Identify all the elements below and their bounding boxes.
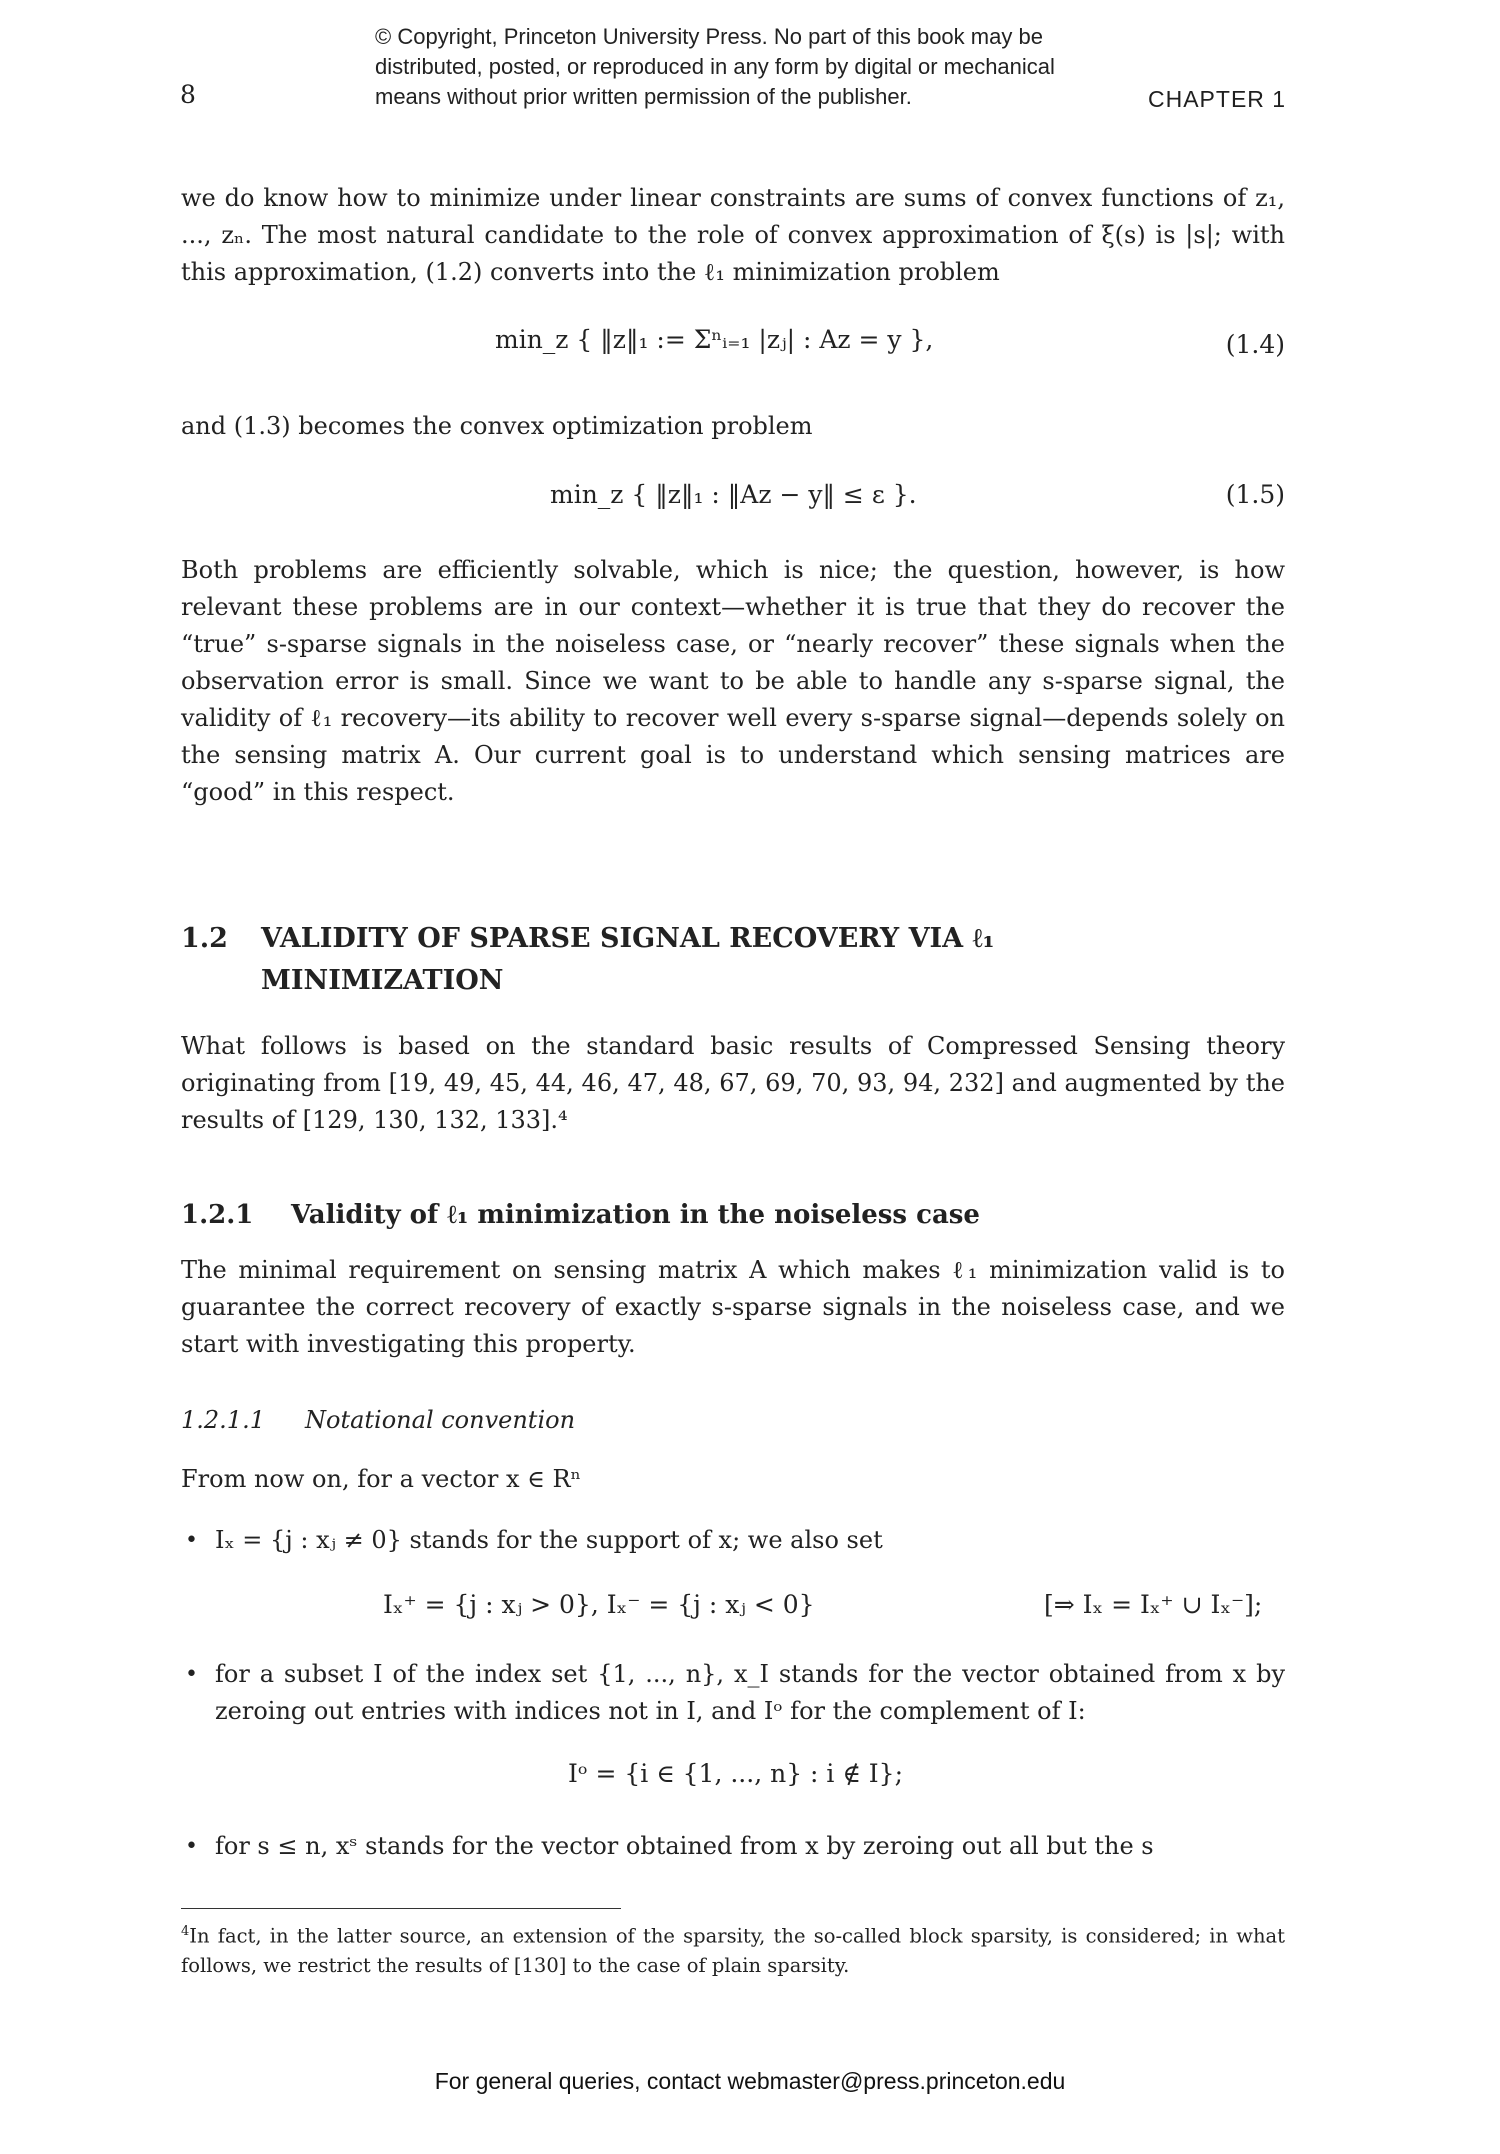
paragraph-compressed-sensing: What follows is based on the standard basic results of Compressed Sensing theory originating from [19, 49, 45, 44, 46, 47, 48, 67, 69, 70, 93, 94, 232] and augmented by the results of [129, 130, 132, 133].⁴ [181, 1032, 1285, 1134]
subsection-number: 1.2.1 [181, 1200, 254, 1230]
paragraph-efficient: Both problems are efficiently solvable, which is nice; the question, however, is how relevant these problems are in our context—whether it is true that they do recover the “true” s-sparse signals in the noiseless case, or “nearly recover” these signals when the observation error is small. Since we want to be able to handle any s-sparse signal, the validity of ℓ₁ recovery—its ability to recover well every s-sparse signal—depends solely on the sensing matrix A. Our current goal is to understand which sensing matrices are “good” in this respect. [181, 556, 1285, 806]
section-title-line1: VALIDITY OF SPARSE SIGNAL RECOVERY VIA ℓ₁ [261, 923, 995, 954]
equation-number-1-4: (1.4) [1225, 330, 1285, 359]
list-item [181, 1656, 1285, 1736]
subsubsection-heading [181, 1406, 1285, 1442]
footnote-text: In fact, in the latter source, an extension of the sparsity, the so-called block sparsity, is considered; in what follows, we restrict the results of [130] to the case of plain sparsity. [181, 1924, 1285, 1977]
copyright-notice [375, 22, 1175, 112]
section-number: 1.2 [181, 923, 228, 954]
equation-complement: Iᵒ = {i ∈ {1, ..., n} : i ∉ I}; [568, 1759, 904, 1788]
equation-support-union: [⇒ Iₓ = Iₓ⁺ ∪ Iₓ⁻]; [1044, 1590, 1263, 1619]
copyright-line: distributed, posted, or reproduced in any form by digital or mechanical [375, 54, 1055, 79]
paragraph-convex: we do know how to minimize under linear constraints are sums of convex functions of z₁, ..., zₙ. The most natural candidate to the role of convex approximation of ξ(s) is |s|; with this approximation, (1.2) converts into the ℓ₁ minimization problem [181, 184, 1285, 286]
footer-contact: For general queries, contact webmaster@press.princeton.edu [434, 2068, 1066, 2094]
footnote [181, 1917, 1285, 1980]
paragraph-minimal-requirement: The minimal requirement on sensing matrix A which makes ℓ₁ minimization valid is to guarantee the correct recovery of exactly s-sparse signals in the noiseless case, and we start with investigating this property. [181, 1256, 1285, 1358]
running-head-chapter: CHAPTER 1 [1148, 86, 1287, 112]
bullet-support: Iₓ = {j : xⱼ ≠ 0} stands for the support of x; we also set [215, 1526, 883, 1554]
paragraph-convex-problem: and (1.3) becomes the convex optimization problem [181, 412, 813, 440]
list-item [181, 1828, 1285, 1868]
section-title-line2: MINIMIZATION [261, 965, 504, 996]
footnote-marker: 4 [181, 1924, 190, 1939]
copyright-line: © Copyright, Princeton University Press. No part of this book may be [375, 24, 1043, 49]
bullet-s-sparse: for s ≤ n, xˢ stands for the vector obtained from x by zeroing out all but the s [215, 1832, 1154, 1860]
bullet-marker: • [185, 1528, 198, 1553]
subsubsection-number: 1.2.1.1 [181, 1406, 265, 1434]
subsubsection-title: Notational convention [305, 1406, 576, 1434]
subsection-title: Validity of ℓ₁ minimization in the noiseless case [291, 1200, 980, 1230]
footnote-rule [181, 1908, 621, 1909]
copyright-line: means without prior written permission of the publisher. [375, 84, 912, 109]
bullet-subset: for a subset I of the index set {1, ..., n}, x_I stands for the vector obtained from x by zeroing out entries with indices not in I, and Iᵒ for the complement of I: [215, 1660, 1285, 1725]
equation-1-5: min_z { ‖z‖₁ : ‖Az − y‖ ≤ ε }. [550, 480, 917, 509]
equation-1-4: min_z { ‖z‖₁ := Σⁿᵢ₌₁ |zⱼ| : Az = y }, [495, 325, 934, 354]
bullet-marker: • [185, 1834, 198, 1859]
subsection-heading [181, 1194, 1285, 1236]
equation-number-1-5: (1.5) [1225, 480, 1285, 509]
equation-support-sets: Iₓ⁺ = {j : xⱼ > 0}, Iₓ⁻ = {j : xⱼ < 0} [383, 1590, 815, 1619]
page-number: 8 [180, 80, 196, 109]
section-heading [181, 918, 1285, 1008]
bullet-marker: • [185, 1662, 198, 1687]
list-item [181, 1522, 1285, 1562]
notation-intro: From now on, for a vector x ∈ Rⁿ [181, 1465, 581, 1493]
